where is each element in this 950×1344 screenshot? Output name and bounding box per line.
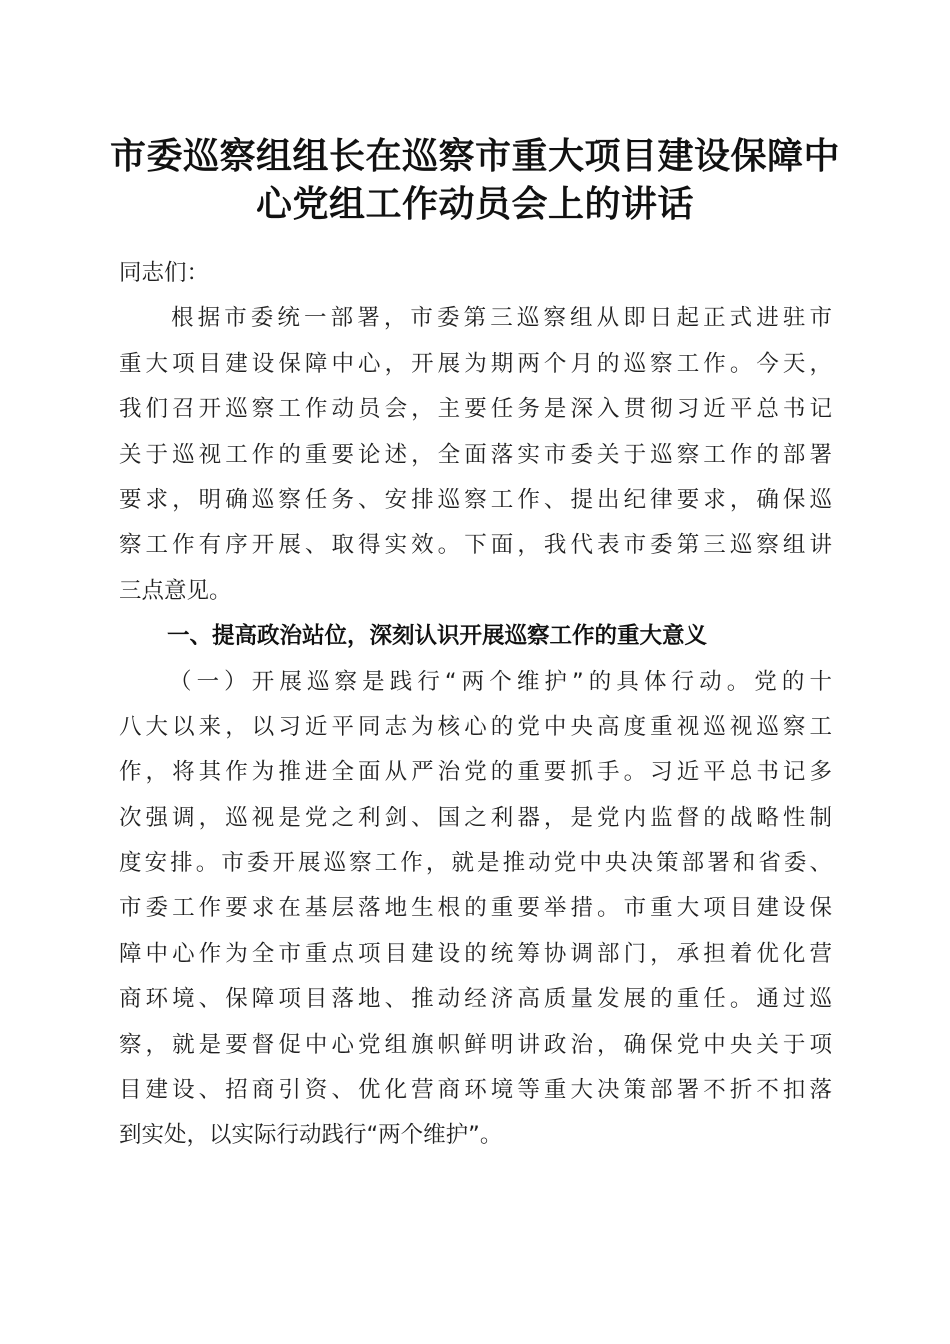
paragraph-1-line: 根据市委统一部署，市委第三巡察组从即日起正式进驻市	[171, 305, 832, 332]
paragraph-2-line: 障中心作为全市重点项目建设的统筹协调部门，承担着优化营	[119, 940, 832, 967]
paragraph-2-line: 作，将其作为推进全面从严治党的重要抓手。习近平总书记多	[119, 759, 832, 786]
paragraph-2-line: 市委工作要求在基层落地生根的重要举措。市重大项目建设保	[119, 895, 832, 922]
document-body	[119, 251, 832, 1159]
paragraph-1-line: 关于巡视工作的重要论述，全面落实市委关于巡察工作的部署	[119, 441, 832, 468]
paragraph-1-line: 重大项目建设保障中心，开展为期两个月的巡察工作。今天，	[119, 350, 832, 377]
salutation: 同志们：	[119, 260, 210, 286]
title-line-1: 市委巡察组组长在巡察市重大项目建设保障中	[109, 135, 840, 177]
paragraph-1-line: 要求，明确巡察任务、安排巡察工作、提出纪律要求，确保巡	[119, 486, 832, 513]
paragraph-2-line: 八大以来，以习近平同志为核心的党中央高度重视巡视巡察工	[119, 713, 832, 740]
paragraph-1-line: 察工作有序开展、取得实效。下面，我代表市委第三巡察组讲	[119, 532, 832, 559]
paragraph-2-line: 商环境、保障项目落地、推动经济高质量发展的重任。通过巡	[119, 986, 832, 1013]
paragraph-2-line: （一）开展巡察是践行“两个维护”的具体行动。党的十	[169, 668, 832, 695]
section-heading-1: 一、提高政治站位，深刻认识开展巡察工作的重大意义	[167, 623, 708, 650]
title-line-2: 心党组工作动员会上的讲话	[255, 183, 694, 225]
paragraph-2-line: 到实处，以实际行动践行“两个维护”。	[119, 1122, 503, 1149]
paragraph-1-line: 三点意见。	[119, 577, 232, 604]
paragraph-2-line: 目建设、招商引资、优化营商环境等重大决策部署不折不扣落	[119, 1077, 832, 1104]
document-title	[100, 132, 850, 228]
paragraph-2-line: 次强调，巡视是党之利剑、国之利器，是党内监督的战略性制	[119, 804, 832, 831]
paragraph-1-line: 我们召开巡察工作动员会，主要任务是深入贯彻习近平总书记	[119, 396, 832, 423]
paragraph-2-line: 度安排。市委开展巡察工作，就是推动党中央决策部署和省委、	[119, 850, 832, 877]
paragraph-2-line: 察，就是要督促中心党组旗帜鲜明讲政治，确保党中央关于项	[119, 1031, 832, 1058]
